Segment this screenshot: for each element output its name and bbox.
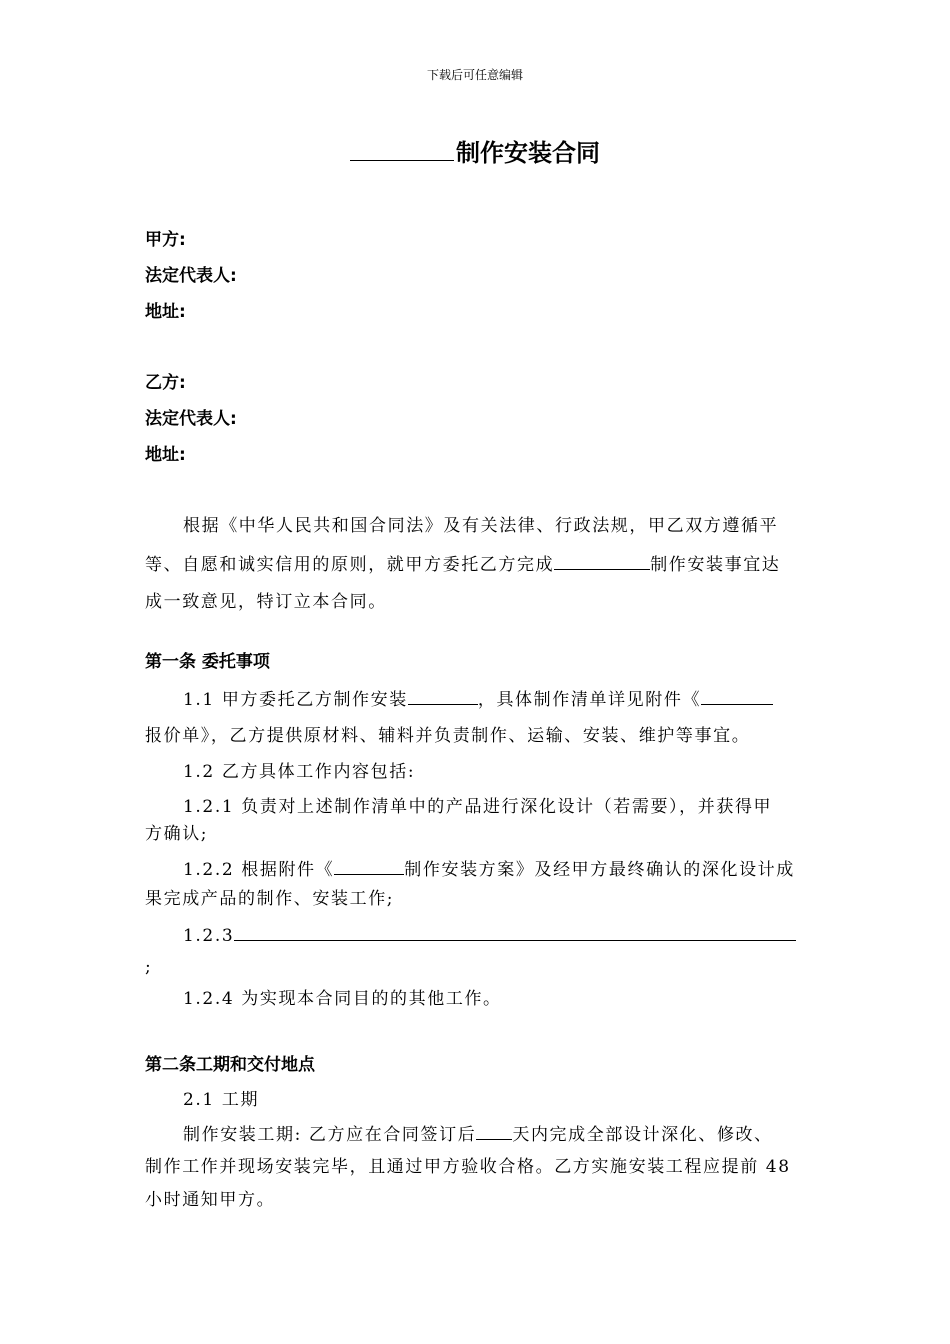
clause-1-2-2-cont: 果完成产品的制作、安装工作; (145, 889, 395, 909)
preamble-line-1: 根据《中华人民共和国合同法》及有关法律、行政法规，甲乙双方遵循平 (183, 516, 779, 536)
clause-1-2-1-cont: 方确认; (145, 824, 209, 844)
preamble-text-b: 制作安装事宜达 (650, 555, 781, 575)
clause-1-2-1: 1.2.1 负责对上述制作清单中的产品进行深化设计（若需要），并获得甲 (183, 797, 773, 817)
party-a-name-label: 甲方: (145, 230, 186, 250)
preamble-blank (554, 552, 650, 570)
clause-1-1-blank-1 (408, 687, 478, 705)
clause-2-1-cont-1: 制作工作并现场安装完毕，且通过甲方验收合格。乙方实施安装工程应提前 48 (145, 1157, 791, 1177)
clause-1-2-3 (183, 923, 796, 948)
preamble-text-a: 等、自愿和诚实信用的原则，就甲方委托乙方完成 (145, 555, 555, 575)
title-blank (350, 136, 454, 161)
party-b-name-label: 乙方: (145, 373, 186, 393)
clause-2-1: 2.1 工期 (183, 1090, 260, 1110)
clause-1-2-2 (183, 857, 795, 882)
clause-1-1-text-a: 1.1 甲方委托乙方制作安装 (183, 690, 408, 710)
clause-2-1-cont-2: 小时通知甲方。 (145, 1190, 276, 1210)
preamble-line-3: 成一致意见，特订立本合同。 (145, 592, 387, 612)
clause-1-2-3-end: ; (145, 957, 151, 977)
clause-1-2-3-blank (234, 923, 796, 941)
clause-2-1-text-a: 制作安装工期: 乙方应在合同签订后 (183, 1125, 477, 1145)
party-b-addr-label: 地址: (145, 445, 186, 465)
party-a-addr-label: 地址: (145, 302, 186, 322)
clause-1-1-blank-2 (701, 687, 773, 705)
clause-1-2-2-blank (334, 857, 404, 875)
clause-1-1-text-b: ，具体制作清单详见附件《 (477, 690, 702, 710)
page-title (0, 136, 950, 169)
clause-2-1-body (183, 1122, 773, 1147)
article-1-heading: 第一条 委托事项 (145, 652, 270, 672)
clause-1-2-4: 1.2.4 为实现本合同目的的其他工作。 (183, 989, 502, 1009)
party-b-rep-label: 法定代表人: (145, 409, 237, 429)
clause-1-2-2-text-a: 1.2.2 根据附件《 (183, 860, 335, 880)
clause-2-1-blank (476, 1122, 512, 1140)
clause-1-1-cont: 报价单》，乙方提供原材料、辅料并负责制作、运输、安装、维护等事宜。 (145, 726, 751, 746)
clause-1-2-2-text-b: 制作安装方案》及经甲方最终确认的深化设计成 (404, 860, 795, 880)
title-text: 制作安装合同 (456, 139, 600, 167)
clause-2-1-text-b: 天内完成全部设计深化、修改、 (512, 1125, 773, 1145)
clause-1-1 (183, 687, 773, 712)
preamble-line-2 (145, 552, 780, 577)
article-2-heading: 第二条工期和交付地点 (145, 1055, 315, 1075)
party-a-rep-label: 法定代表人: (145, 266, 237, 286)
clause-1-2: 1.2 乙方具体工作内容包括: (183, 762, 416, 782)
clause-1-2-3-num: 1.2.3 (183, 926, 235, 946)
page-header: 下载后可任意编辑 (426, 68, 523, 82)
